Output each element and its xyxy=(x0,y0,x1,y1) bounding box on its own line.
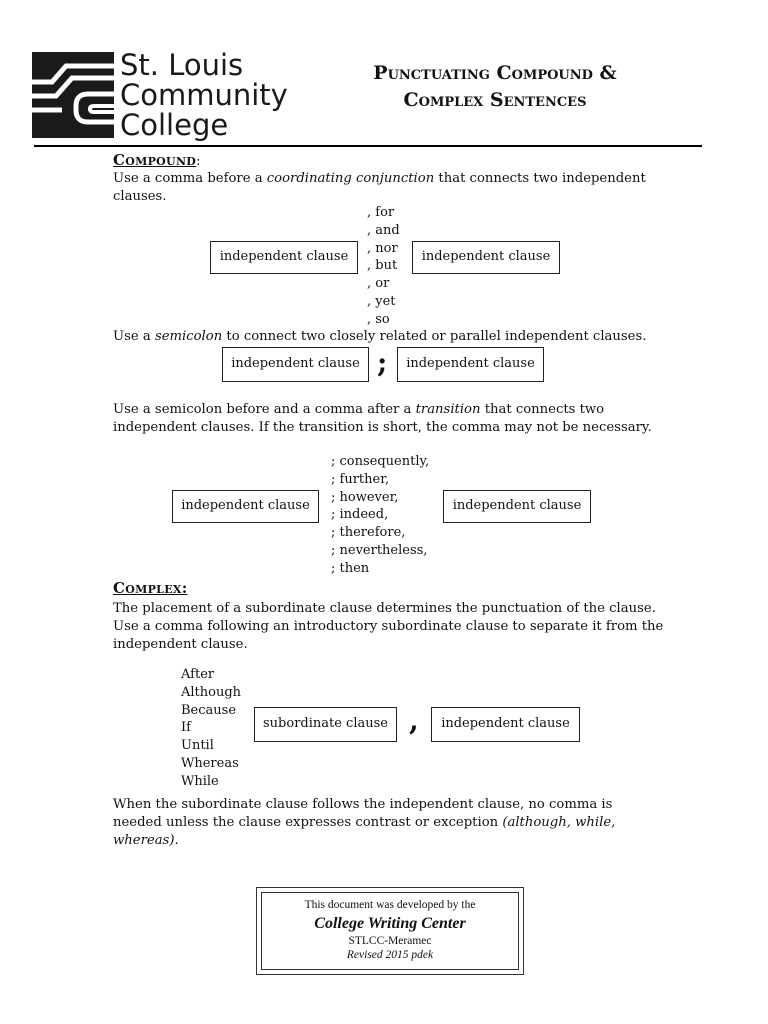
logo-line-3: College xyxy=(120,108,229,142)
independent-clause-box: independent clause xyxy=(443,490,591,523)
transition-item: ; nevertheless, xyxy=(331,542,428,558)
complex-para-line-3: independent clause. xyxy=(113,637,248,652)
compound-rule-2 xyxy=(113,328,648,346)
subordinate-clause-box: subordinate clause xyxy=(254,707,397,742)
complex-follow-line-3 xyxy=(113,832,179,850)
compound-heading-text: Compound xyxy=(113,151,197,169)
transition-item: ; indeed, xyxy=(331,507,389,523)
subordinator-list xyxy=(181,666,241,791)
follow-line-3-em: whereas) xyxy=(113,833,175,848)
footer-line-4: Revised 2015 pdek xyxy=(346,949,434,961)
compound-heading xyxy=(113,150,201,171)
rule-1-post: that connects two independent xyxy=(434,171,646,186)
subordinator-item: Although xyxy=(181,684,242,700)
page-title-line-2: Complex Sentences xyxy=(403,89,587,111)
footer-line-1: This document was developed by the xyxy=(304,899,476,911)
complex-heading: Complex: xyxy=(113,579,188,597)
compound-rule-1-line-2: clauses. xyxy=(113,189,167,204)
rule-3-pre: Use a semicolon before and a comma after a xyxy=(113,402,416,417)
transition-item: ; further, xyxy=(331,471,390,487)
rule-3-em: transition xyxy=(415,402,481,417)
follow-line-3-post: . xyxy=(174,833,179,848)
subordinator-item: Because xyxy=(181,702,237,718)
subordinator-item: After xyxy=(181,667,215,682)
independent-clause-box: independent clause xyxy=(412,241,560,274)
subordinator-item: Whereas xyxy=(181,755,239,771)
header-rule xyxy=(34,145,702,147)
rule-1-em: coordinating conjunction xyxy=(266,171,435,186)
conjunction-item: , for xyxy=(367,205,395,220)
compound-rule-3 xyxy=(113,401,604,419)
independent-clause-box: independent clause xyxy=(172,490,319,523)
independent-clause-box: independent clause xyxy=(210,241,358,274)
conjunction-item: , yet xyxy=(367,293,396,309)
subordinator-item: Until xyxy=(181,738,214,754)
conjunction-item: , nor xyxy=(367,240,398,256)
transition-list xyxy=(331,453,429,578)
complex-para-line-1: The placement of a subordinate clause determines the punctuation of the clause. xyxy=(113,601,656,616)
semicolon-mark: ; xyxy=(377,346,388,379)
compound-heading-colon: : xyxy=(196,154,201,169)
rule-3-post: that connects two xyxy=(480,402,605,417)
conjunction-item: , and xyxy=(367,222,400,238)
follow-line-2-pre: needed unless the clause expresses contrast or exception xyxy=(113,815,503,830)
follow-line-2-em: (although, while, xyxy=(502,815,616,830)
subordinator-item: While xyxy=(181,773,219,789)
transition-item: ; consequently, xyxy=(331,454,430,469)
independent-clause-box: independent clause xyxy=(397,347,544,382)
subordinator-item: If xyxy=(181,720,191,736)
footer-line-2: College Writing Center xyxy=(314,915,466,932)
independent-clause-box: independent clause xyxy=(431,707,580,742)
comma-mark: , xyxy=(409,704,419,737)
complex-para-line-2: Use a comma following an introductory subordinate clause to separate it from the xyxy=(113,619,664,634)
page-title-line-1: Punctuating Compound & xyxy=(373,62,617,84)
compound-rule-3-line-2: independent clauses. If the transition is short, the comma may not be necessary. xyxy=(113,420,652,435)
footer-credit-box xyxy=(256,887,524,975)
complex-follow-line-1: When the subordinate clause follows the independent clause, no comma is xyxy=(113,797,613,812)
footer-line-3: STLCC-Meramec xyxy=(348,935,432,947)
conjunction-item: , so xyxy=(367,311,390,327)
rule-2-post: to connect two closely related or parallel independent clauses. xyxy=(222,329,647,344)
transition-item: ; however, xyxy=(331,489,399,505)
rule-2-em: semicolon xyxy=(154,329,223,344)
rule-1-pre: Use a comma before a xyxy=(113,171,267,186)
independent-clause-box: independent clause xyxy=(222,347,369,382)
college-logo xyxy=(32,48,288,142)
rule-2-pre: Use a xyxy=(113,329,155,344)
compound-rule-1 xyxy=(113,170,646,188)
transition-item: ; therefore, xyxy=(331,525,406,541)
transition-item: ; then xyxy=(331,560,370,576)
logo-line-1: St. Louis xyxy=(120,48,244,82)
conjunction-item: , or xyxy=(367,276,390,292)
conjunction-item: , but xyxy=(367,258,398,274)
logo-line-2: Community xyxy=(120,78,288,112)
logo-mark-icon xyxy=(32,52,114,138)
complex-follow-line-2 xyxy=(113,814,615,832)
conjunction-list xyxy=(367,204,400,329)
